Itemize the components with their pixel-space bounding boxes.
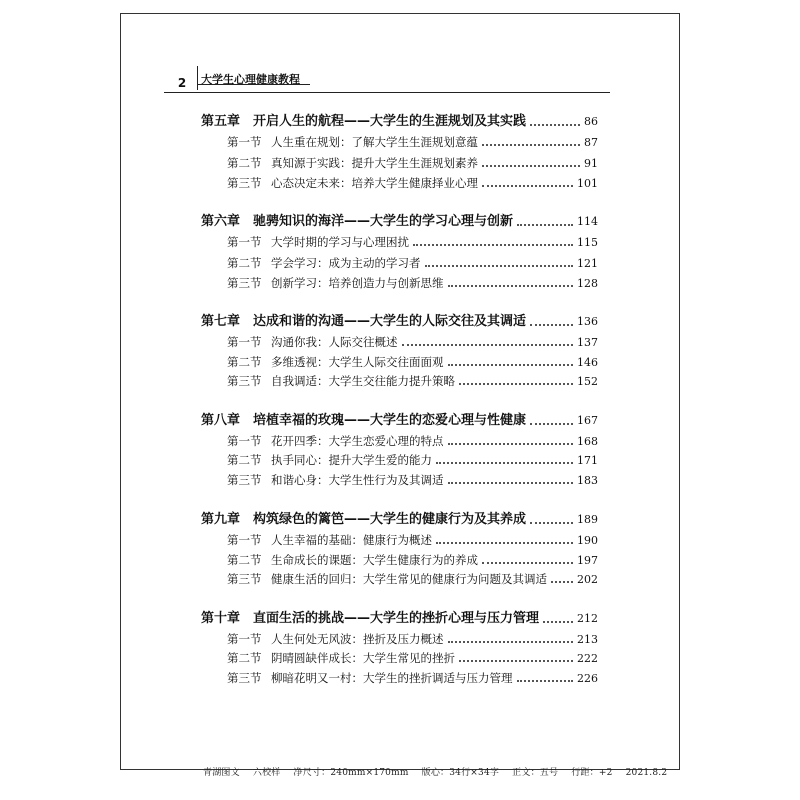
section-page: 146 [577,356,598,369]
chapter-title: 达成和谐的沟通——大学生的人际交往及其调适 [253,314,527,329]
section-number: 第三节 [227,276,262,290]
leader-dots [482,562,573,564]
section-number: 第二节 [227,453,262,467]
slug-leading: 行距：+2 [571,768,613,778]
section-number: 第一节 [227,335,262,349]
section-number: 第一节 [227,235,262,249]
section-title: 生命成长的课题：大学生健康行为的养成 [271,553,478,567]
section-number: 第二节 [227,156,262,170]
section-title: 花开四季：大学生恋爱心理的特点 [271,434,444,448]
print-slug [203,765,668,778]
chapter-number: 第十章 [201,611,241,626]
section-page: 202 [577,573,598,586]
leader-dots [436,462,573,464]
section-entry[interactable] [227,232,598,252]
section-number: 第三节 [227,671,262,685]
leader-dots [448,364,574,366]
chapter-title: 培植幸福的玫瑰——大学生的恋爱心理与性健康 [253,413,527,428]
section-entry[interactable] [227,550,598,570]
section-entry[interactable] [227,132,598,152]
slug-text-block: 版心：34行×34字 [421,768,500,778]
section-title: 人生何处无风波：挫折及压力概述 [271,632,444,646]
section-page: 121 [577,257,598,270]
section-page: 190 [577,534,598,547]
section-entry[interactable] [227,371,598,391]
leader-dots [459,660,573,662]
chapter-entry[interactable] [201,609,598,629]
section-page: 137 [577,336,598,349]
leader-dots [402,344,574,346]
section-entry[interactable] [227,648,598,668]
section-title: 学会学习：成为主动的学习者 [271,256,421,270]
section-entry[interactable] [227,253,598,273]
chapter-number: 第七章 [201,314,241,329]
section-number: 第三节 [227,473,262,487]
leader-dots [413,244,573,246]
section-entry[interactable] [227,629,598,649]
section-title: 健康生活的回归：大学生常见的健康行为问题及其调适 [271,572,547,586]
chapter-page: 189 [577,513,598,526]
slug-proof: 六校样 [252,768,281,778]
leader-dots [448,641,574,643]
section-page: 171 [577,454,598,467]
slug-studio: 青湖图文 [203,768,240,778]
section-title: 真知源于实践：提升大学生生涯规划素养 [271,156,478,170]
section-title: 柳暗花明又一村：大学生的挫折调适与压力管理 [271,671,513,685]
slug-body-font: 正文：五号 [512,768,559,778]
section-number: 第三节 [227,176,262,190]
section-number: 第三节 [227,572,262,586]
section-number: 第二节 [227,651,262,665]
leader-dots [530,324,573,326]
section-number: 第一节 [227,434,262,448]
section-number: 第三节 [227,374,262,388]
chapter-page: 212 [577,612,598,625]
chapter-title: 构筑绿色的篱笆——大学生的健康行为及其养成 [253,512,527,527]
section-page: 101 [577,177,598,190]
leader-dots [448,482,574,484]
leader-dots [530,423,573,425]
chapter-entry[interactable] [201,510,598,530]
chapter-number: 第五章 [201,114,241,129]
leader-dots [482,165,580,167]
section-page: 152 [577,375,598,388]
leader-dots [543,621,573,623]
leader-dots [530,124,580,126]
header-book-title: 大学生心理健康教程 [201,73,300,86]
leader-dots [551,581,573,583]
chapter-page: 167 [577,414,598,427]
chapter-number: 第六章 [201,214,241,229]
section-title: 心态决定未来：培养大学生健康择业心理 [271,176,478,190]
leader-dots [448,285,574,287]
section-title: 执手同心：提升大学生爱的能力 [271,453,432,467]
leader-dots [517,680,574,682]
section-number: 第一节 [227,533,262,547]
section-entry[interactable] [227,569,598,589]
section-page: 183 [577,474,598,487]
section-entry[interactable] [227,668,598,688]
section-page: 222 [577,652,598,665]
chapter-title: 直面生活的挑战——大学生的挫折心理与压力管理 [253,611,540,626]
section-entry[interactable] [227,530,598,550]
section-page: 213 [577,633,598,646]
chapter-entry[interactable] [201,312,598,332]
chapter-entry[interactable] [201,212,598,232]
slug-date: 2021.8.2 [625,768,668,778]
section-page: 226 [577,672,598,685]
chapter-entry[interactable] [201,112,598,132]
leader-dots [482,185,573,187]
header-page-number: 2 [177,76,187,90]
section-title: 人生幸福的基础：健康行为概述 [271,533,432,547]
section-entry[interactable] [227,153,598,173]
leader-dots [448,443,574,445]
chapter-number: 第八章 [201,413,241,428]
chapter-title: 驰骋知识的海洋——大学生的学习心理与创新 [253,214,514,229]
chapter-page: 114 [577,215,598,228]
section-number: 第二节 [227,256,262,270]
section-number: 第一节 [227,135,262,149]
section-entry[interactable] [227,450,598,470]
leader-dots [459,383,573,385]
section-title: 阴晴圆缺伴成长：大学生常见的挫折 [271,651,455,665]
chapter-page: 86 [584,115,598,128]
section-title: 和谐心身：大学生性行为及其调适 [271,473,444,487]
section-page: 87 [584,136,598,149]
leader-dots [436,542,573,544]
section-page: 91 [584,157,598,170]
section-page: 197 [577,554,598,567]
chapter-entry[interactable] [201,411,598,431]
section-title: 创新学习：培养创造力与创新思维 [271,276,444,290]
section-entry[interactable] [227,431,598,451]
section-title: 自我调适：大学生交往能力提升策略 [271,374,455,388]
section-title: 多维透视：大学生人际交往面面观 [271,355,444,369]
section-page: 128 [577,277,598,290]
leader-dots [517,224,573,226]
section-page: 168 [577,435,598,448]
chapter-title: 开启人生的航程——大学生的生涯规划及其实践 [253,114,527,129]
section-title: 人生重在规划：了解大学生生涯规划意蕴 [271,135,478,149]
section-entry[interactable] [227,332,598,352]
leader-dots [425,265,574,267]
leader-dots [482,144,580,146]
section-number: 第一节 [227,632,262,646]
leader-dots [530,522,573,524]
slug-trim-size: 净尺寸：240mm×170mm [293,768,409,778]
chapter-number: 第九章 [201,512,241,527]
chapter-page: 136 [577,315,598,328]
section-number: 第二节 [227,355,262,369]
section-title: 大学时期的学习与心理困扰 [271,235,409,249]
section-entry[interactable] [227,470,598,490]
section-number: 第二节 [227,553,262,567]
section-page: 115 [577,236,598,249]
section-entry[interactable] [227,273,598,293]
section-title: 沟通你我：人际交往概述 [271,335,398,349]
section-entry[interactable] [227,352,598,372]
section-entry[interactable] [227,173,598,193]
